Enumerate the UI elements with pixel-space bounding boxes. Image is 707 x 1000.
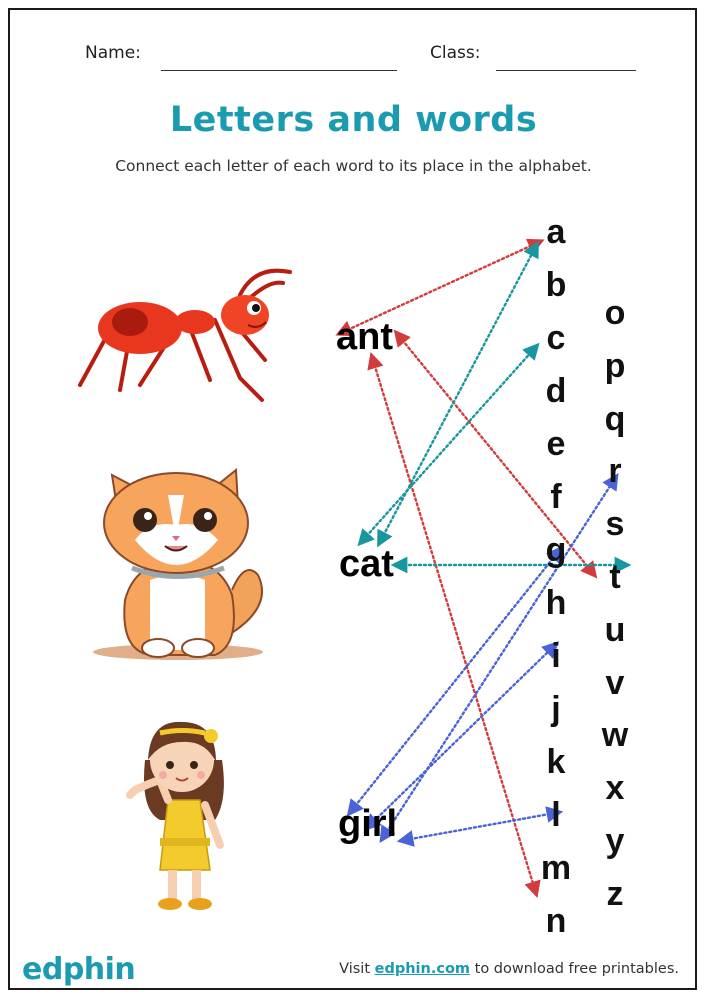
letter-d: d [545, 372, 567, 410]
footer-link[interactable]: edphin.com [374, 961, 471, 977]
letter-v: v [605, 664, 625, 702]
letter-z: z [606, 875, 624, 913]
letter-h: h [545, 584, 567, 622]
letter-c: c [546, 319, 566, 357]
letter-q: q [604, 400, 626, 438]
letter-l: l [551, 796, 561, 834]
letter-e: e [546, 425, 566, 463]
word-girl: girl [338, 803, 398, 845]
footer-text-before: Visit [339, 961, 375, 977]
letter-a: a [546, 213, 566, 251]
letter-x: x [605, 769, 625, 807]
word-cat: cat [339, 543, 394, 585]
letter-t: t [609, 558, 621, 596]
letter-o: o [604, 294, 626, 332]
footer-text [339, 961, 679, 977]
letter-i: i [551, 637, 561, 675]
letter-j: j [551, 690, 561, 728]
letter-k: k [546, 743, 566, 781]
letter-r: r [608, 452, 622, 490]
letter-g: g [545, 531, 567, 569]
word-ant: ant [336, 316, 393, 358]
letter-m: m [540, 849, 572, 887]
page-title: Letters and words [169, 100, 538, 140]
letter-f: f [550, 478, 562, 516]
letter-s: s [605, 505, 625, 543]
letter-p: p [604, 347, 626, 385]
class-label: Class: [430, 43, 481, 63]
letter-b: b [545, 266, 567, 304]
name-label: Name: [85, 43, 141, 63]
footer-text-after: to download free printables. [470, 961, 679, 977]
letter-u: u [604, 611, 626, 649]
instructions: Connect each letter of each word to its place in the alphabet. [115, 157, 592, 175]
letter-y: y [605, 822, 625, 860]
letter-w: w [601, 716, 629, 754]
letter-n: n [545, 902, 567, 940]
edphin-logo: edphin [22, 952, 136, 987]
